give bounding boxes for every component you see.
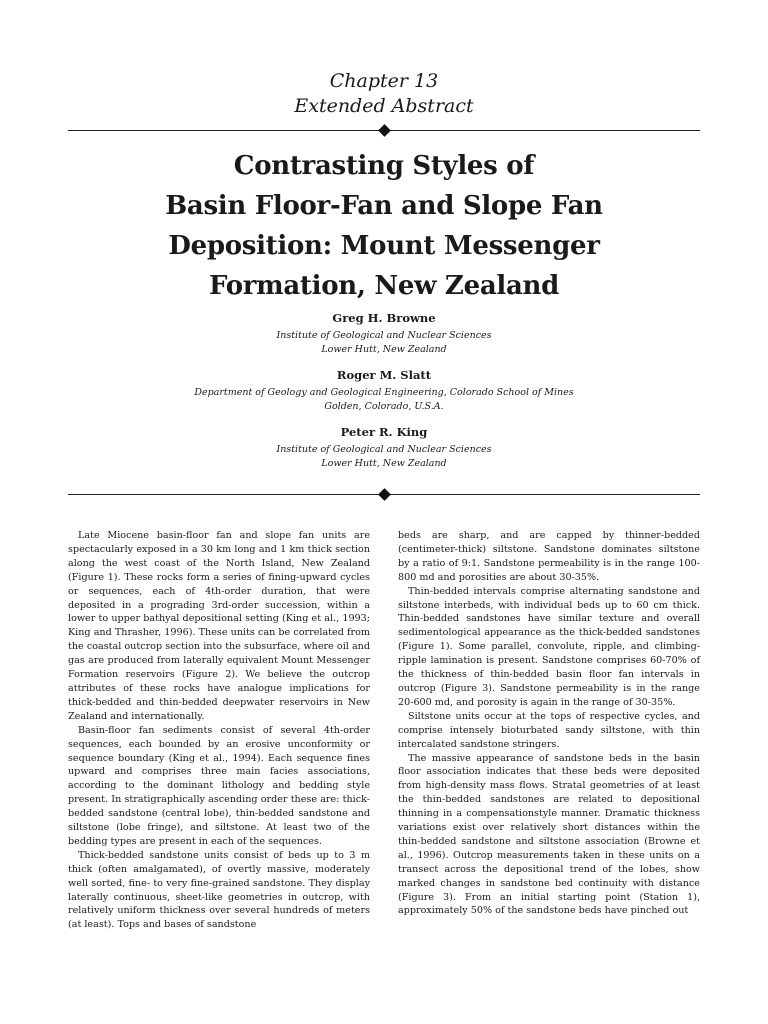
bottom-divider-diamond (378, 488, 391, 501)
author-affiliation: Institute of Geological and Nuclear Sciences (276, 330, 492, 341)
body-paragraph: Basin-floor fan sediments consist of several 4th-order sequences, each bounded by an erosive unconformity or sequence boundary (King et al., 1994). Each sequence fines upward and comprises three main facies associations, according to the dominant lithology and bedding style present. In stratigraphically ascending order these are: thick-bedded sandstone (central lobe), thin-bedded sandstone and siltstone (lobe fringe), and siltstone. At least two of the bedding types are present in each of the sequences. (68, 724, 370, 847)
author-affiliation: Department of Geology and Geological Engineering, Colorado School of Mines (194, 387, 574, 398)
body-column-right (398, 529, 700, 918)
top-divider-diamond (378, 124, 391, 137)
author-name: Peter R. King (340, 425, 428, 439)
chapter-number: Chapter 13 (329, 70, 439, 92)
body-paragraph: The massive appearance of sandstone beds in the basin floor association indicates that these beds were deposited from high-density mass flows. Stratal geometries of at least the thin-bedded sandstones are related to depositional thinning in a compensationstyle manner. Dramatic thickness variations exist over relatively short distances within the thin-bedded sandstone and siltstone association (Browne et al., 1996). Outcrop measurements taken in these units on a transect across the depositional trend of the lobes, show marked changes in sandstone bed continuity with distance (Figure 3). From an initial starting point (Station 1), approximately 50% of the sandstone beds have pinched out (398, 752, 700, 917)
author-block (0, 424, 768, 471)
author-block (0, 310, 768, 357)
body-paragraph: Late Miocene basin-floor fan and slope fan units are spectacularly exposed in a 30 km long and 1 km thick section along the west coast of the North Island, New Zealand (Figure 1). These rocks form a series of fining-upward cycles or sequences, each of 4th-order duration, that were deposited in a prograding 3rd-order succession, within a lower to upper bathyal depositional setting (King et al., 1993; King and Thrasher, 1996). These units can be correlated from the coastal outcrop section into the subsurface, where oil and gas are produced from laterally equivalent Mount Messenger Formation reservoirs (Figure 2). We believe the outcrop attributes of these rocks have analogue implications for thick-bedded and thin-bedded deepwater reservoirs in New Zealand and internationally. (68, 530, 370, 722)
body-paragraph: Siltstone units occur at the tops of respective cycles, and comprise intensely bioturbated sandy siltstone, with thin intercalated sandstone stringers. (398, 710, 700, 750)
title-line: Contrasting Styles of (233, 151, 535, 181)
paper-title (94, 146, 674, 306)
body-paragraph: Thick-bedded sandstone units consist of beds up to 3 m thick (often amalgamated), of overtly massive, moderately well sorted, fine- to very fine-grained sandstone. They display laterally continuous, sheet-like geometries in outcrop, with relatively uniform thickness over several hundreds of meters (at least). Tops and bases of sandstone (68, 849, 370, 931)
author-affiliation: Lower Hutt, New Zealand (321, 458, 447, 469)
author-name: Greg H. Browne (332, 311, 436, 325)
body-column-left (68, 529, 370, 932)
title-line: Formation, New Zealand (209, 271, 559, 301)
author-affiliation: Lower Hutt, New Zealand (321, 344, 447, 355)
author-affiliation: Golden, Colorado, U.S.A. (324, 401, 444, 412)
title-line: Deposition: Mount Messenger (168, 231, 600, 261)
body-paragraph: beds are sharp, and are capped by thinner-bedded (centimeter-thick) siltstone. Sandstone dominates siltstone by a ratio of 9:1. Sandstone permeability is in the range 100-800 md and porosities are about 30-35%. (398, 530, 700, 583)
author-name: Roger M. Slatt (336, 368, 432, 382)
chapter-subtitle: Extended Abstract (294, 95, 474, 117)
title-line: Basin Floor-Fan and Slope Fan (165, 191, 603, 221)
author-block (0, 367, 768, 414)
body-paragraph: Thin-bedded intervals comprise alternating sandstone and siltstone interbeds, with individual beds up to 60 cm thick. Thin-bedded sandstones have similar texture and overall sedimentological appearance as the thick-bedded sandstones (Figure 1). Some parallel, convolute, ripple, and climbing-ripple lamination is present. Sandstone comprises 60-70% of the thickness of thin-bedded basin floor fan intervals in outcrop (Figure 3). Sandstone permeability is in the range 20-600 md, and porosity is again in the range of 30-35%. (398, 585, 700, 708)
author-affiliation: Institute of Geological and Nuclear Sciences (276, 444, 492, 455)
